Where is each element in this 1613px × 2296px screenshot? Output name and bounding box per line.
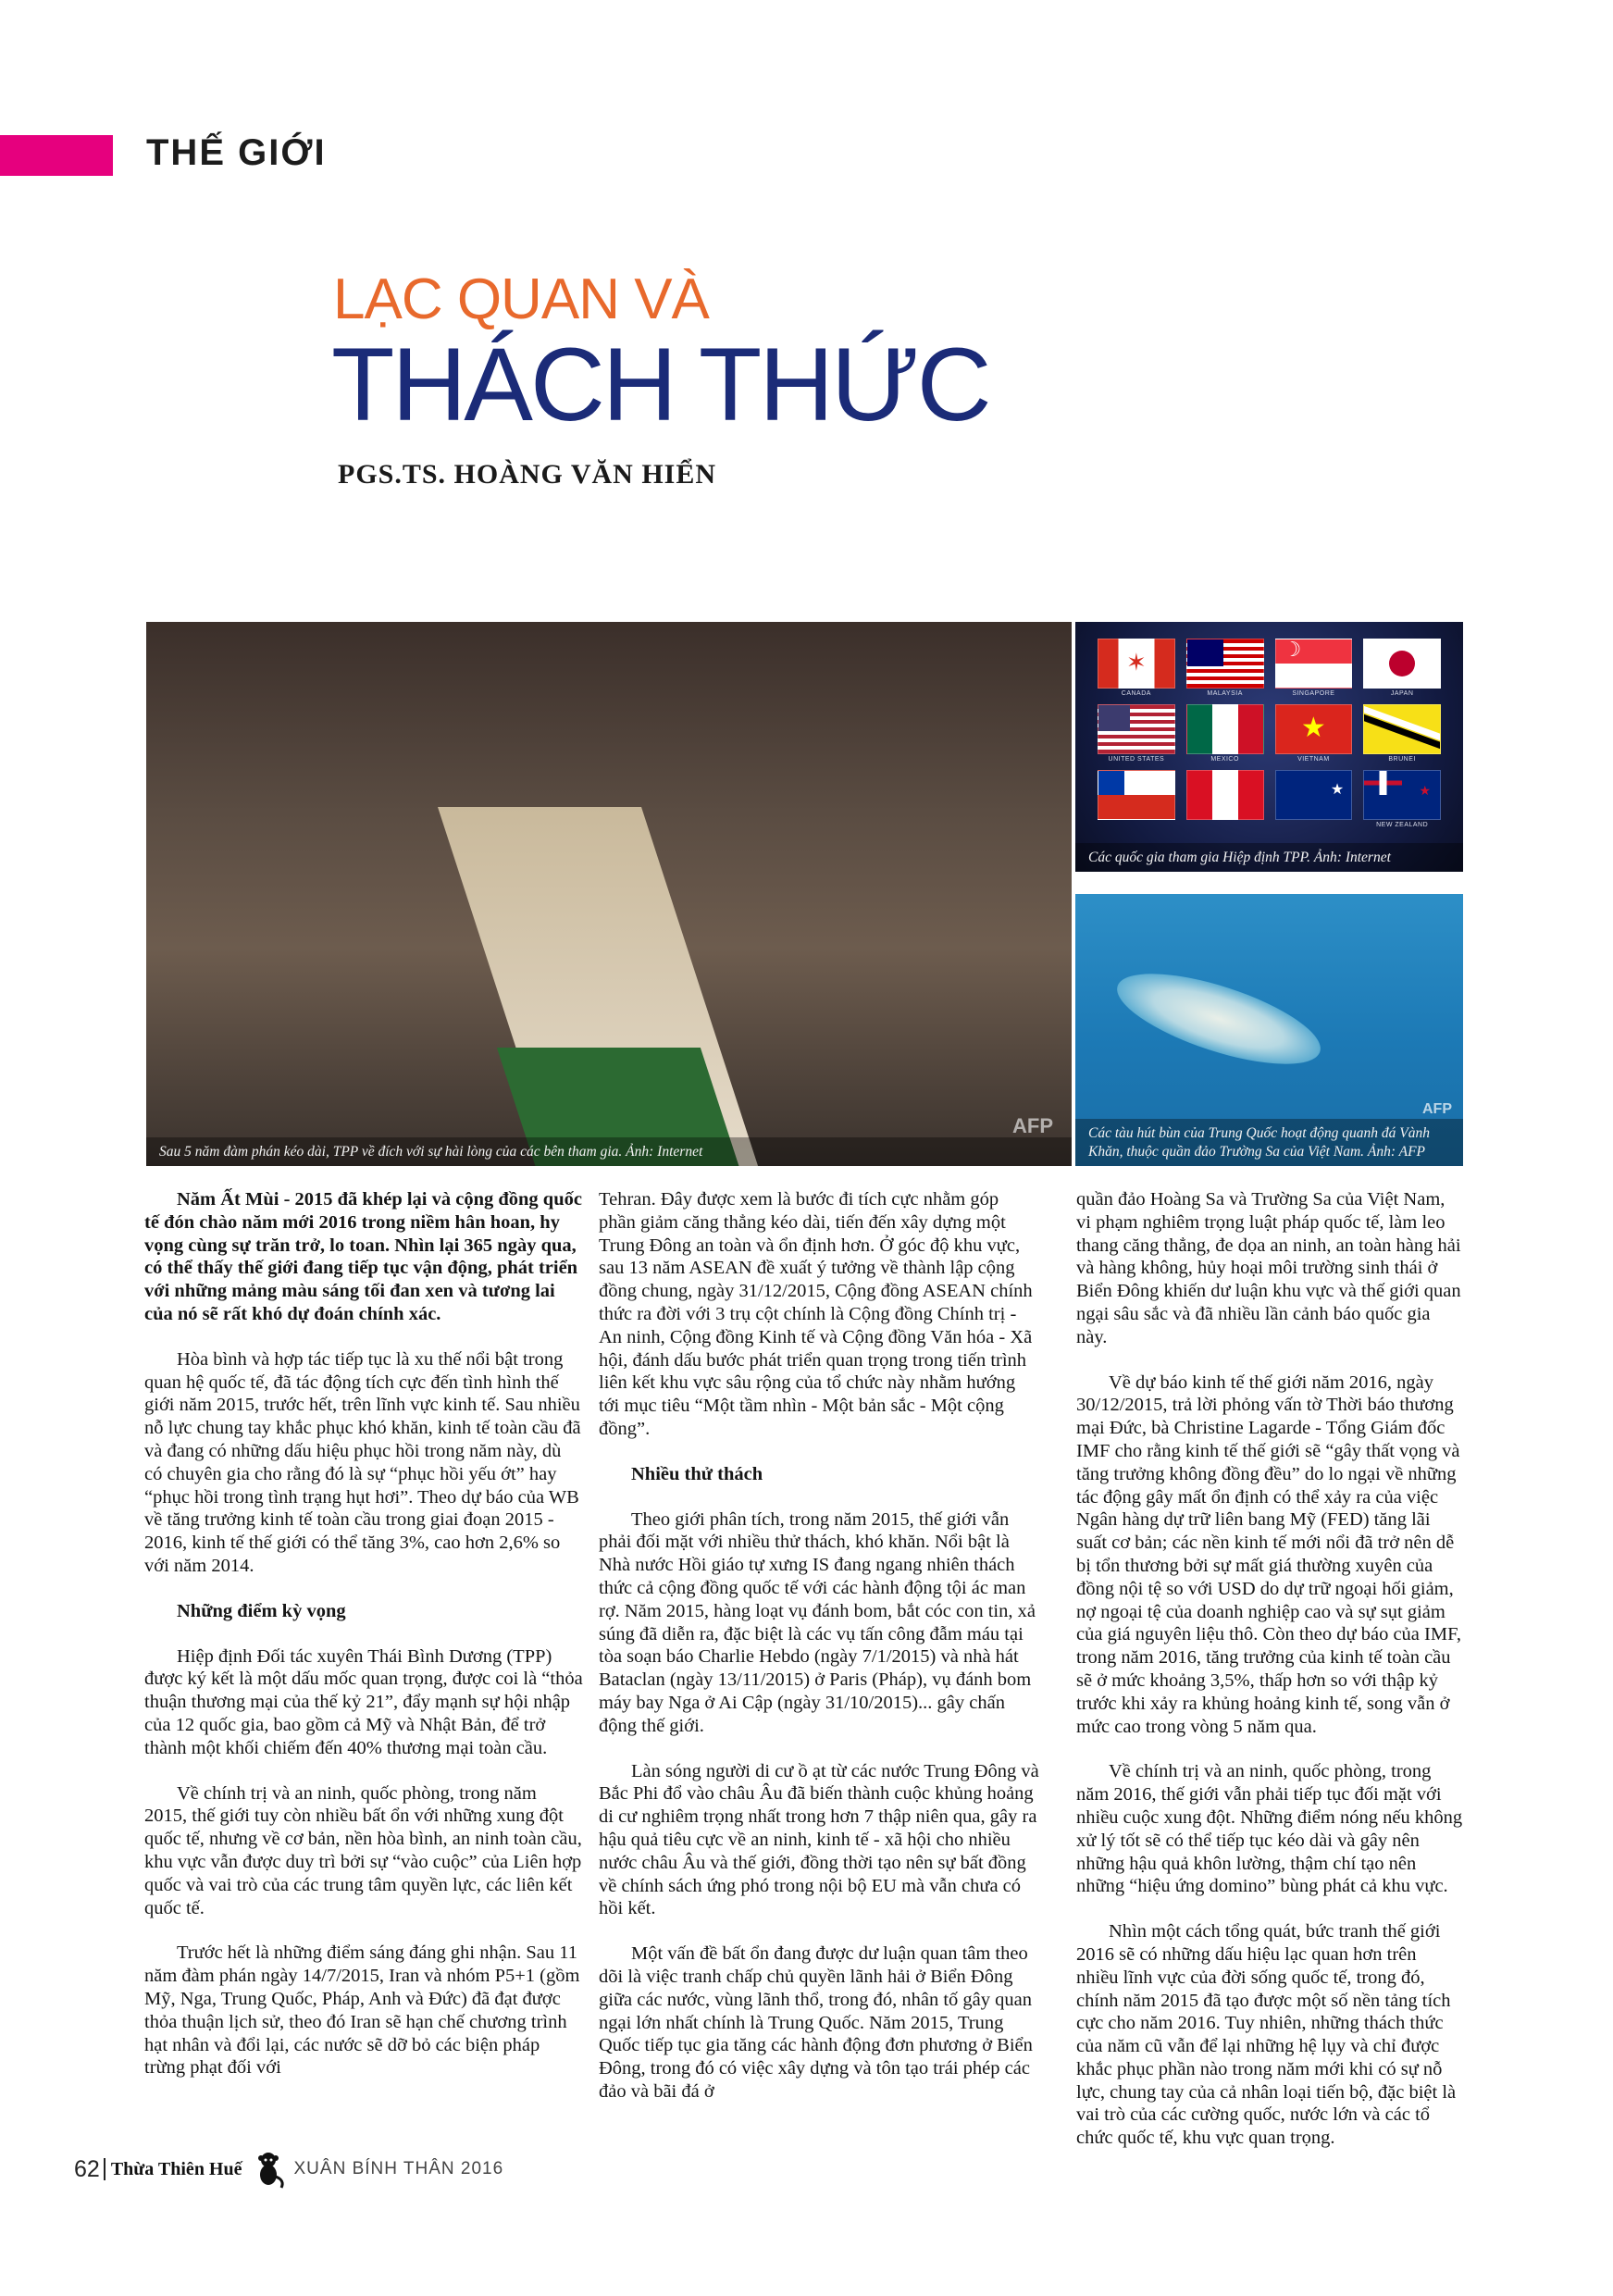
issue-label: XUÂN BÍNH THÂN 2016 — [293, 2159, 504, 2178]
paragraph: Theo giới phân tích, trong năm 2015, thế giới vẫn phải đối mặt với nhiều thử thách, khó khăn. Nổi bật là Nhà nước Hồi giáo tự xưng IS đang ngang nhiên thách thức cả cộng đồng quốc tế với các hành động tội ác man rợ. Năm 2015, hàng loạt vụ đánh bom, bắt cóc con tin, xả súng đã diễn ra, đặc biệt là các vụ tấn công đẫm máu tại tòa soạn báo Charlie Hebdo (ngày 7/1/2015) và nhà hát Bataclan (ngày 13/11/2015) ở Paris (Pháp), vụ đánh bom máy bay Nga ở Ai Cập (ngày 31/10/2015)... gây chấn động thế giới. — [599, 1508, 1036, 1736]
photo-caption: Sau 5 năm đàm phán kéo dài, TPP về đích với sự hài lòng của các bên tham gia. Ảnh: Internet — [146, 1137, 1072, 1166]
flag-new-zealand: ★ NEW ZEALAND — [1363, 770, 1441, 828]
paragraph: Về dự báo kinh tế thế giới năm 2016, ngày 30/12/2015, trả lời phỏng vấn tờ Thời báo thương mại Đức, bà Christine Lagarde - Tổng Giám đốc IMF cho rằng kinh tế thế giới sẽ “gây thất vọng và tăng trưởng không đồng đều” do lo ngại về những tác động gây mất ổn định có thể xảy ra của việc Ngân hàng dự trữ liên bang Mỹ (FED) tăng lãi suất cơ bản; các nền kinh tế mới nổi đã trở nên dễ bị tổn thương bởi sự mất giá thường xuyên của đồng nội tệ so với USD do dự trữ ngoại hối giảm, nợ ngoại tệ của doanh nghiệp cao và sự sụt giảm của giá nguyên liệu thô. Còn theo dự báo của IMF, trong năm 2016, tăng trưởng của kinh tế toàn cầu sẽ ở mức khoảng 3,5%, thấp hơn so với thập kỷ trước khi xảy ra khủng hoảng kinh tế, song vẫn ở mức cao trong vòng 5 năm qua. — [1076, 1371, 1461, 1737]
photo-caption: Các quốc gia tham gia Hiệp định TPP. Ảnh: Internet — [1075, 843, 1463, 872]
magazine-name: Thừa Thiên Huế — [110, 2158, 242, 2179]
paragraph: Hòa bình và hợp tác tiếp tục là xu thế nổi bật trong quan hệ quốc tế, đã tác động tích cực đến tình hình thế giới năm 2015, trước hết, trên lĩnh vực kinh tế. Sau nhiều nỗ lực chung tay khắc phục khó khăn, kinh tế toàn cầu đã và đang có những dấu hiệu phục hồi trong năm này, dù có chuyên gia cho rằng đó là sự “phục hồi yếu ớt” hay “phục hồi trong tình trạng hụt hơi”. Theo dự báo của WB về tăng trưởng kinh tế toàn cầu trong giai đoạn 2015 - 2016, kinh tế thế giới có thể tăng 3%, cao hơn 2,6% so với năm 2014. — [144, 1348, 581, 1576]
paragraph: Hiệp định Đối tác xuyên Thái Bình Dương (TPP) được ký kết là một dấu mốc quan trọng, được coi là “thỏa thuận thương mại của thế kỷ 21”, đẩy mạnh sự hội nhập của 12 quốc gia, bao gồm cả Mỹ và Nhật Bản, để trở thành một khối chiếm đến 40% thương mại toàn cầu. — [144, 1645, 583, 1758]
section-color-bar — [0, 135, 113, 176]
photo-watermark: AFP — [1422, 1101, 1452, 1117]
paragraph: Nhìn một cách tổng quát, bức tranh thế giới 2016 sẽ có những dấu hiệu lạc quan hơn trên nhiều lĩnh vực của đời sống quốc tế, trong đó, chính năm 2015 đã tạo được một số nền tảng tích cực cho năm 2016. Tuy nhiên, những thách thức của năm cũ vẫn để lại những hệ lụy và chỉ được khắc phục phần nào trong năm mới khi có sự nỗ lực, chung tay của cả nhân loại tiến bộ, đặc biệt là vai trò của các cường quốc, nước lớn và các tổ chức quốc tế, khu vực quan trọng. — [1076, 1921, 1457, 2149]
monkey-icon — [250, 2149, 287, 2190]
subheading: Những điểm kỳ vọng — [177, 1600, 346, 1621]
paragraph: Làn sóng người di cư ồ ạt từ các nước Trung Đông và Bắc Phi đổ vào châu Âu đã biến thành cuộc khủng hoảng di cư nghiêm trọng nhất trong hơn 7 thập niên qua, gây ra hậu quả tiêu cực về an ninh, kinh tế - xã hội cho nhiều nước châu Âu và thế giới, đồng thời tạo nên sự bất đồng về chính sách ứng phó trong nội bộ EU mà vẫn chưa có hồi kết. — [599, 1760, 1039, 1919]
text-column-3 — [1076, 1188, 1463, 2172]
photo-tpp-flags — [1075, 622, 1463, 872]
paragraph: Tehran. Đây được xem là bước đi tích cực nhằm góp phần giảm căng thẳng kéo dài, tiến đến xây dựng một Trung Đông an toàn và ổn định hơn. Ở góc độ khu vực, sau 13 năm ASEAN đề xuất ý tưởng về thành lập cộng đồng chung, ngày 31/12/2015, Cộng đồng ASEAN chính thức ra đời với 3 trụ cột chính là Cộng đồng Chính trị - An ninh, Cộng đồng Kinh tế và Cộng đồng Văn hóa - Xã hội, đánh dấu bước phát triển quan trọng trong tiến trình liên kết khu vực sâu rộng của tổ chức này nhằm hướng tới mục tiêu “Một tầm nhìn - Một bản sắc - Một cộng đồng”. — [599, 1189, 1033, 1439]
photo-tpp-negotiation — [146, 622, 1072, 1166]
flag-brunei: BRUNEI — [1363, 704, 1441, 763]
photo-caption: Các tàu hút bùn của Trung Quốc hoạt động quanh đá Vành Khăn, thuộc quần đảo Trường Sa của Việt Nam. Ảnh: AFP — [1075, 1119, 1463, 1166]
flag-usa: UNITED STATES — [1098, 704, 1175, 763]
photo-watermark: AFP — [1012, 1114, 1053, 1137]
paragraph: Một vấn đề bất ổn đang được dư luận quan tâm theo dõi là việc tranh chấp chủ quyền lãnh hải ở Biển Đông giữa các nước, vùng lãnh thổ, trong đó, nhân tố gây quan ngại lớn nhất chính là Trung Quốc. Năm 2015, Trung Quốc tiếp tục gia tăng các hành động đơn phương ở Biển Đông, trong đó có việc xây dựng và tôn tạo trái phép các đảo và bãi đá ở — [599, 1943, 1033, 2102]
footer-divider — [104, 2158, 105, 2180]
subheading: Nhiều thử thách — [631, 1463, 763, 1484]
section-label: THẾ GIỚI — [146, 132, 327, 173]
flag-malaysia: MALAYSIA — [1186, 639, 1264, 697]
flag-australia — [1275, 770, 1353, 828]
text-column-2 — [599, 1188, 1039, 2126]
flag-japan: JAPAN — [1363, 639, 1441, 697]
flag-vietnam: ★ VIETNAM — [1275, 704, 1353, 763]
article-author: PGS.TS. HOÀNG VĂN HIỂN — [338, 459, 717, 490]
article-title-line1: LẠC QUAN VÀ — [333, 267, 709, 331]
paragraph: Về chính trị và an ninh, quốc phòng, trong năm 2015, thế giới tuy còn nhiều bất ổn với những xung đột quốc tế, nhưng về cơ bản, nền hòa bình, an ninh toàn cầu, khu vực vẫn được duy trì bởi sự “vào cuộc” của Liên hợp quốc và vai trò của các trung tâm quyền lực, các liên kết quốc tế. — [144, 1782, 582, 1918]
text-column-1 — [144, 1188, 583, 2102]
flag-peru — [1186, 770, 1264, 828]
paragraph: Trước hết là những điểm sáng đáng ghi nhận. Sau 11 năm đàm phán ngày 14/7/2015, Iran và nhóm P5+1 (gồm Mỹ, Nga, Trung Quốc, Pháp, Anh và Đức) đã đạt được thỏa thuận lịch sử, theo đó Iran sẽ hạn chế chương trình hạt nhân và đổi lại, các nước sẽ dỡ bỏ các biện pháp trừng phạt đối với — [144, 1942, 580, 2079]
paragraph: quần đảo Hoàng Sa và Trường Sa của Việt Nam, vi phạm nghiêm trọng luật pháp quốc tế, làm leo thang căng thẳng, đe dọa an ninh, an toàn hàng hải và hàng không, hủy hoại môi trường sinh thái ở Biển Đông khiến dư luận khu vực và thế giới quan ngại sâu sắc và đã nhiều lần cảnh báo quốc gia này. — [1076, 1189, 1461, 1347]
photo-island-dredging — [1075, 894, 1463, 1166]
page-number: 62 — [74, 2155, 100, 2182]
flag-canada: ✶ CANADA — [1098, 639, 1175, 697]
photo-reef — [1108, 955, 1330, 1083]
flag-mexico: MEXICO — [1186, 704, 1264, 763]
flags-grid — [1098, 639, 1441, 828]
flag-singapore: ☽ SINGAPORE — [1275, 639, 1353, 697]
article-title-line2: THÁCH THỨC — [331, 327, 989, 442]
flag-chile — [1098, 770, 1175, 828]
lead-paragraph: Năm Ất Mùi - 2015 đã khép lại và cộng đồng quốc tế đón chào năm mới 2016 trong niềm hân hoan, hy vọng cùng sự trăn trở, lo toan. Nhìn lại 365 ngày qua, có thể thấy thế giới đang tiếp tục vận động, phát triển với những mảng màu sáng tối đan xen và tương lai của nó sẽ rất khó dự đoán chính xác. — [144, 1189, 582, 1324]
paragraph: Về chính trị và an ninh, quốc phòng, trong năm 2016, thế giới vẫn phải tiếp tục đối mặt với nhiều cuộc xung đột. Những điểm nóng nếu không xử lý tốt sẽ có thể tiếp tục kéo dài và gây nên những hậu quả khôn lường, thậm chí tạo nên những “hiệu ứng domino” bùng phát cả khu vực. — [1076, 1761, 1463, 1897]
page-footer — [74, 2149, 503, 2190]
